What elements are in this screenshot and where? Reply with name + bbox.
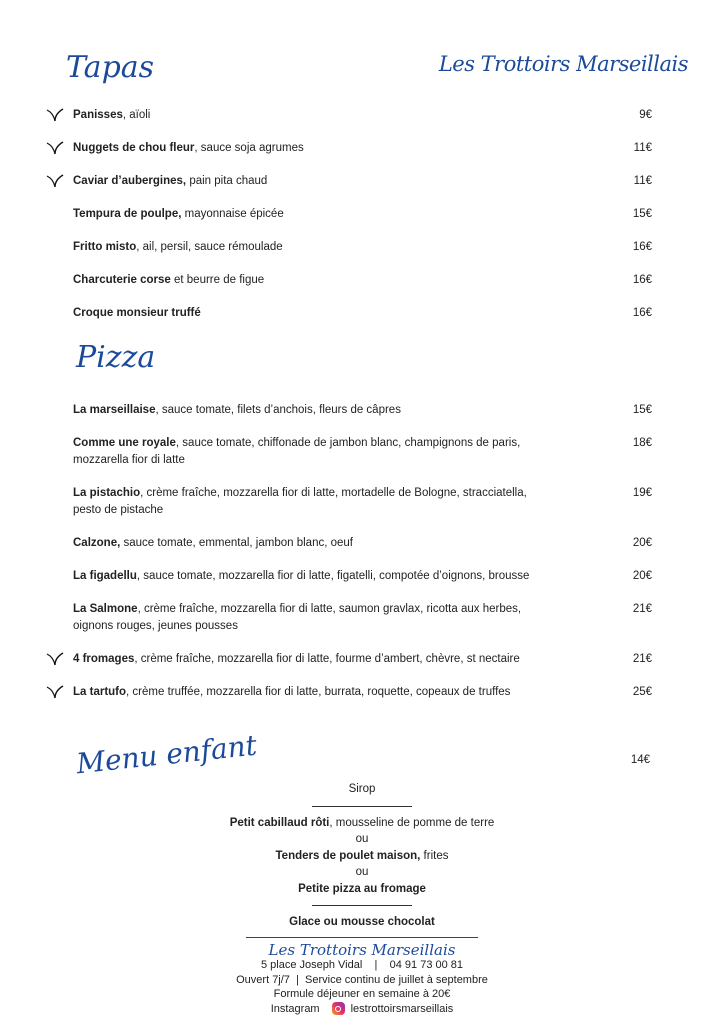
item-price: 20€ [632, 570, 652, 582]
item-price: 21€ [632, 653, 652, 665]
vegetarian-leaf-icon [46, 652, 64, 666]
item-description: , sauce soja agrumes [194, 142, 304, 154]
tapas-title: Tapas [66, 50, 155, 85]
item-price: 20€ [632, 537, 652, 549]
pizza-title: Pizza [76, 340, 156, 375]
formule: Formule déjeuner en semaine à 20€ [273, 988, 451, 1000]
tapas-item [0, 239, 724, 256]
item-description: , sauce tomate, chiffonade de jambon blanc, champignons de paris, mozzarella fior di latte [73, 437, 521, 466]
item-price: 15€ [632, 208, 652, 220]
tapas-item [0, 305, 724, 322]
vegetarian-leaf-icon [46, 174, 64, 188]
item-name: Tempura de poulpe, [73, 208, 182, 220]
pizza-item [0, 684, 724, 701]
item-name: Croque monsieur truffé [73, 307, 201, 319]
item-name: La figadellu [73, 570, 137, 582]
or-text: ou [355, 833, 369, 845]
item-name: 4 fromages [73, 653, 135, 665]
tapas-item [0, 206, 724, 223]
item-name: Charcuterie corse [73, 274, 171, 286]
brand-logo: Les Trottoirs Marseillais [438, 52, 688, 76]
main1-desc: , mousseline de pomme de terre [329, 816, 495, 829]
item-name: La pistachio [73, 487, 141, 499]
item-name: La tartufo [73, 686, 127, 698]
item-price: 15€ [632, 404, 652, 416]
opening: Ouvert 7j/7 [236, 973, 290, 986]
item-name: Caviar d’aubergines, [73, 175, 187, 187]
tapas-list [0, 107, 724, 338]
pizza-list [0, 402, 724, 717]
pizza-item [0, 485, 724, 519]
instagram-handle[interactable]: lestrottoirsmarseillais [350, 1002, 454, 1015]
phone: 04 91 73 00 81 [389, 959, 464, 971]
divider [312, 905, 412, 906]
main1-name: Petit cabillaud rôti [229, 816, 330, 829]
item-price: 21€ [632, 603, 652, 615]
tapas-item [0, 107, 724, 124]
item-price: 16€ [632, 307, 652, 319]
pizza-item [0, 601, 724, 635]
vegetarian-leaf-icon [46, 685, 64, 699]
footer-divider [246, 937, 478, 938]
item-description: pain pita chaud [186, 175, 268, 187]
separator: | [296, 973, 299, 986]
pizza-item [0, 568, 724, 585]
item-description: , ail, persil, sauce rémoulade [136, 241, 283, 253]
item-name: La Salmone [73, 603, 138, 615]
item-description: , sauce tomate, mozzarella fior di latte, figatelli, compotée d’oignons, brousse [136, 570, 530, 582]
pizza-item [0, 535, 724, 552]
item-description: et beurre de figue [170, 274, 265, 286]
or-text: ou [355, 866, 369, 878]
item-price: 11€ [633, 175, 652, 187]
menu-enfant-details [0, 781, 724, 1016]
pizza-item [0, 402, 724, 419]
vegetarian-leaf-icon [46, 108, 64, 122]
tapas-item [0, 140, 724, 157]
footer-info [0, 958, 724, 1016]
instagram-icon [332, 1002, 345, 1015]
instagram-label: Instagram [270, 1002, 320, 1015]
vegetarian-leaf-icon [46, 141, 64, 155]
dessert: Glace ou mousse chocolat [289, 916, 435, 928]
item-price: 18€ [632, 437, 652, 449]
footer-brand-logo: Les Trottoirs Marseillais [268, 940, 456, 959]
item-price: 9€ [639, 109, 652, 121]
item-name: Calzone, [73, 537, 121, 549]
tapas-item [0, 173, 724, 190]
menu-enfant-title: Menu enfant [74, 728, 259, 781]
item-name: Nuggets de chou fleur [73, 142, 195, 154]
drink: Sirop [348, 783, 376, 795]
item-description: , crème fraîche, mozzarella fior di latte, fourme d’ambert, chèvre, st nectaire [134, 653, 520, 665]
pizza-item [0, 435, 724, 469]
main2-name: Tenders de poulet maison, [275, 849, 421, 862]
item-price: 16€ [632, 274, 652, 286]
service: Service continu de juillet à septembre [305, 973, 488, 986]
divider [312, 806, 412, 807]
item-description: , crème truffée, mozzarella fior di latte, burrata, roquette, copeaux de truffes [126, 686, 511, 698]
item-price: 11€ [633, 142, 652, 154]
main3-name: Petite pizza au fromage [298, 882, 426, 895]
item-name: Panisses [73, 109, 123, 121]
item-description: mayonnaise épicée [181, 208, 284, 220]
item-price: 19€ [632, 487, 652, 499]
item-description: , crème fraîche, mozzarella fior di latte, saumon gravlax, ricotta aux herbes, oignons rouges, jeunes pousses [73, 603, 522, 632]
item-price: 25€ [632, 686, 652, 698]
item-description: , crème fraîche, mozzarella fior di latte, mortadelle de Bologne, stracciatella, pesto de pistache [73, 487, 527, 516]
item-name: La marseillaise [73, 404, 156, 416]
item-name: Fritto misto [73, 241, 137, 253]
tapas-item [0, 272, 724, 289]
menu-enfant-price: 14€ [630, 754, 650, 766]
item-name: Comme une royale [73, 437, 176, 449]
item-price: 16€ [632, 241, 652, 253]
item-description: , sauce tomate, filets d’anchois, fleurs de câpres [155, 404, 401, 416]
main2-desc: frites [420, 849, 449, 862]
item-description: , aïoli [122, 109, 151, 121]
pizza-item [0, 651, 724, 668]
separator: | [374, 959, 378, 971]
address: 5 place Joseph Vidal [260, 959, 363, 971]
item-description: sauce tomate, emmental, jambon blanc, oeuf [120, 537, 353, 549]
